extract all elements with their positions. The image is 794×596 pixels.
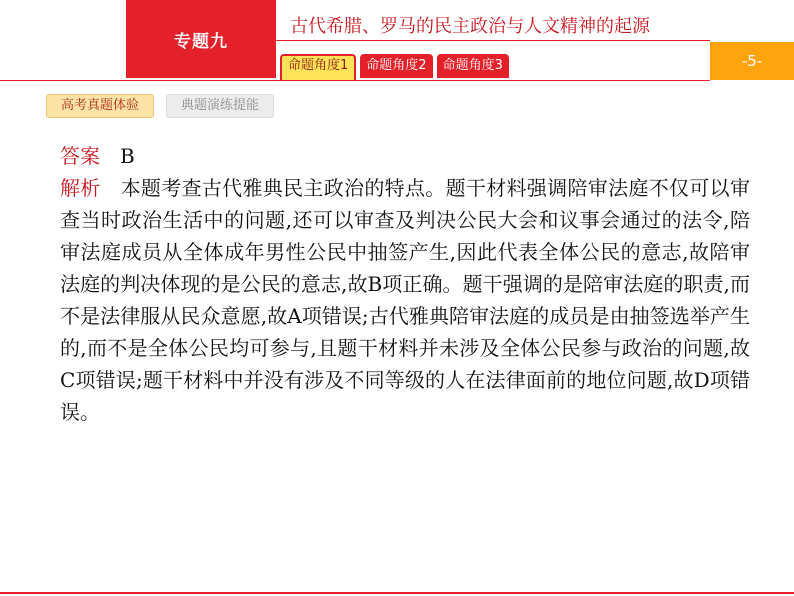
topic-label: 专题九 xyxy=(126,0,276,78)
footer-divider xyxy=(0,592,794,594)
page-number: -5- xyxy=(710,42,794,80)
answer-label: 答案 xyxy=(60,144,100,168)
page-title: 古代希腊、罗马的民主政治与人文精神的起源 xyxy=(290,16,650,37)
tab-angle-3[interactable]: 命题角度3 xyxy=(437,54,509,78)
tab-exam-practice[interactable]: 高考真题体验 xyxy=(46,94,154,118)
header-divider xyxy=(276,40,710,41)
tab-angle-2[interactable]: 命题角度2 xyxy=(360,54,432,78)
topic-angle-tabs xyxy=(280,54,509,80)
answer-value: B xyxy=(120,144,135,168)
tabs-divider xyxy=(0,80,710,81)
answer-content xyxy=(60,140,750,428)
tab-drill[interactable]: 典题演练提能 xyxy=(166,94,274,118)
analysis-text: 本题考查古代雅典民主政治的特点。题干材料强调陪审法庭不仅可以审查当时政治生活中的问题,还可以审查及判决公民大会和议事会通过的法令,陪审法庭成员从全体成年男性公民中抽签产生,因此代表全体公民的意志,故陪审法庭的判决体现的是公民的意志,故B项正确。题干强调的是陪审法庭的职责,而不是法律服从民众意愿,故A项错误;古代雅典陪审法庭的成员是由抽签选举产生的,而不是全体公民均可参与,且题干材料并未涉及全体公民参与政治的问题,故C项错误;题干材料中并没有涉及不同等级的人在法律面前的地位问题,故D项错误。 xyxy=(60,176,750,424)
section-tabs xyxy=(46,94,274,118)
answer-line xyxy=(60,140,750,172)
tab-angle-1[interactable]: 命题角度1 xyxy=(280,54,356,80)
analysis-paragraph xyxy=(60,172,750,428)
analysis-label: 解析 xyxy=(60,176,101,200)
